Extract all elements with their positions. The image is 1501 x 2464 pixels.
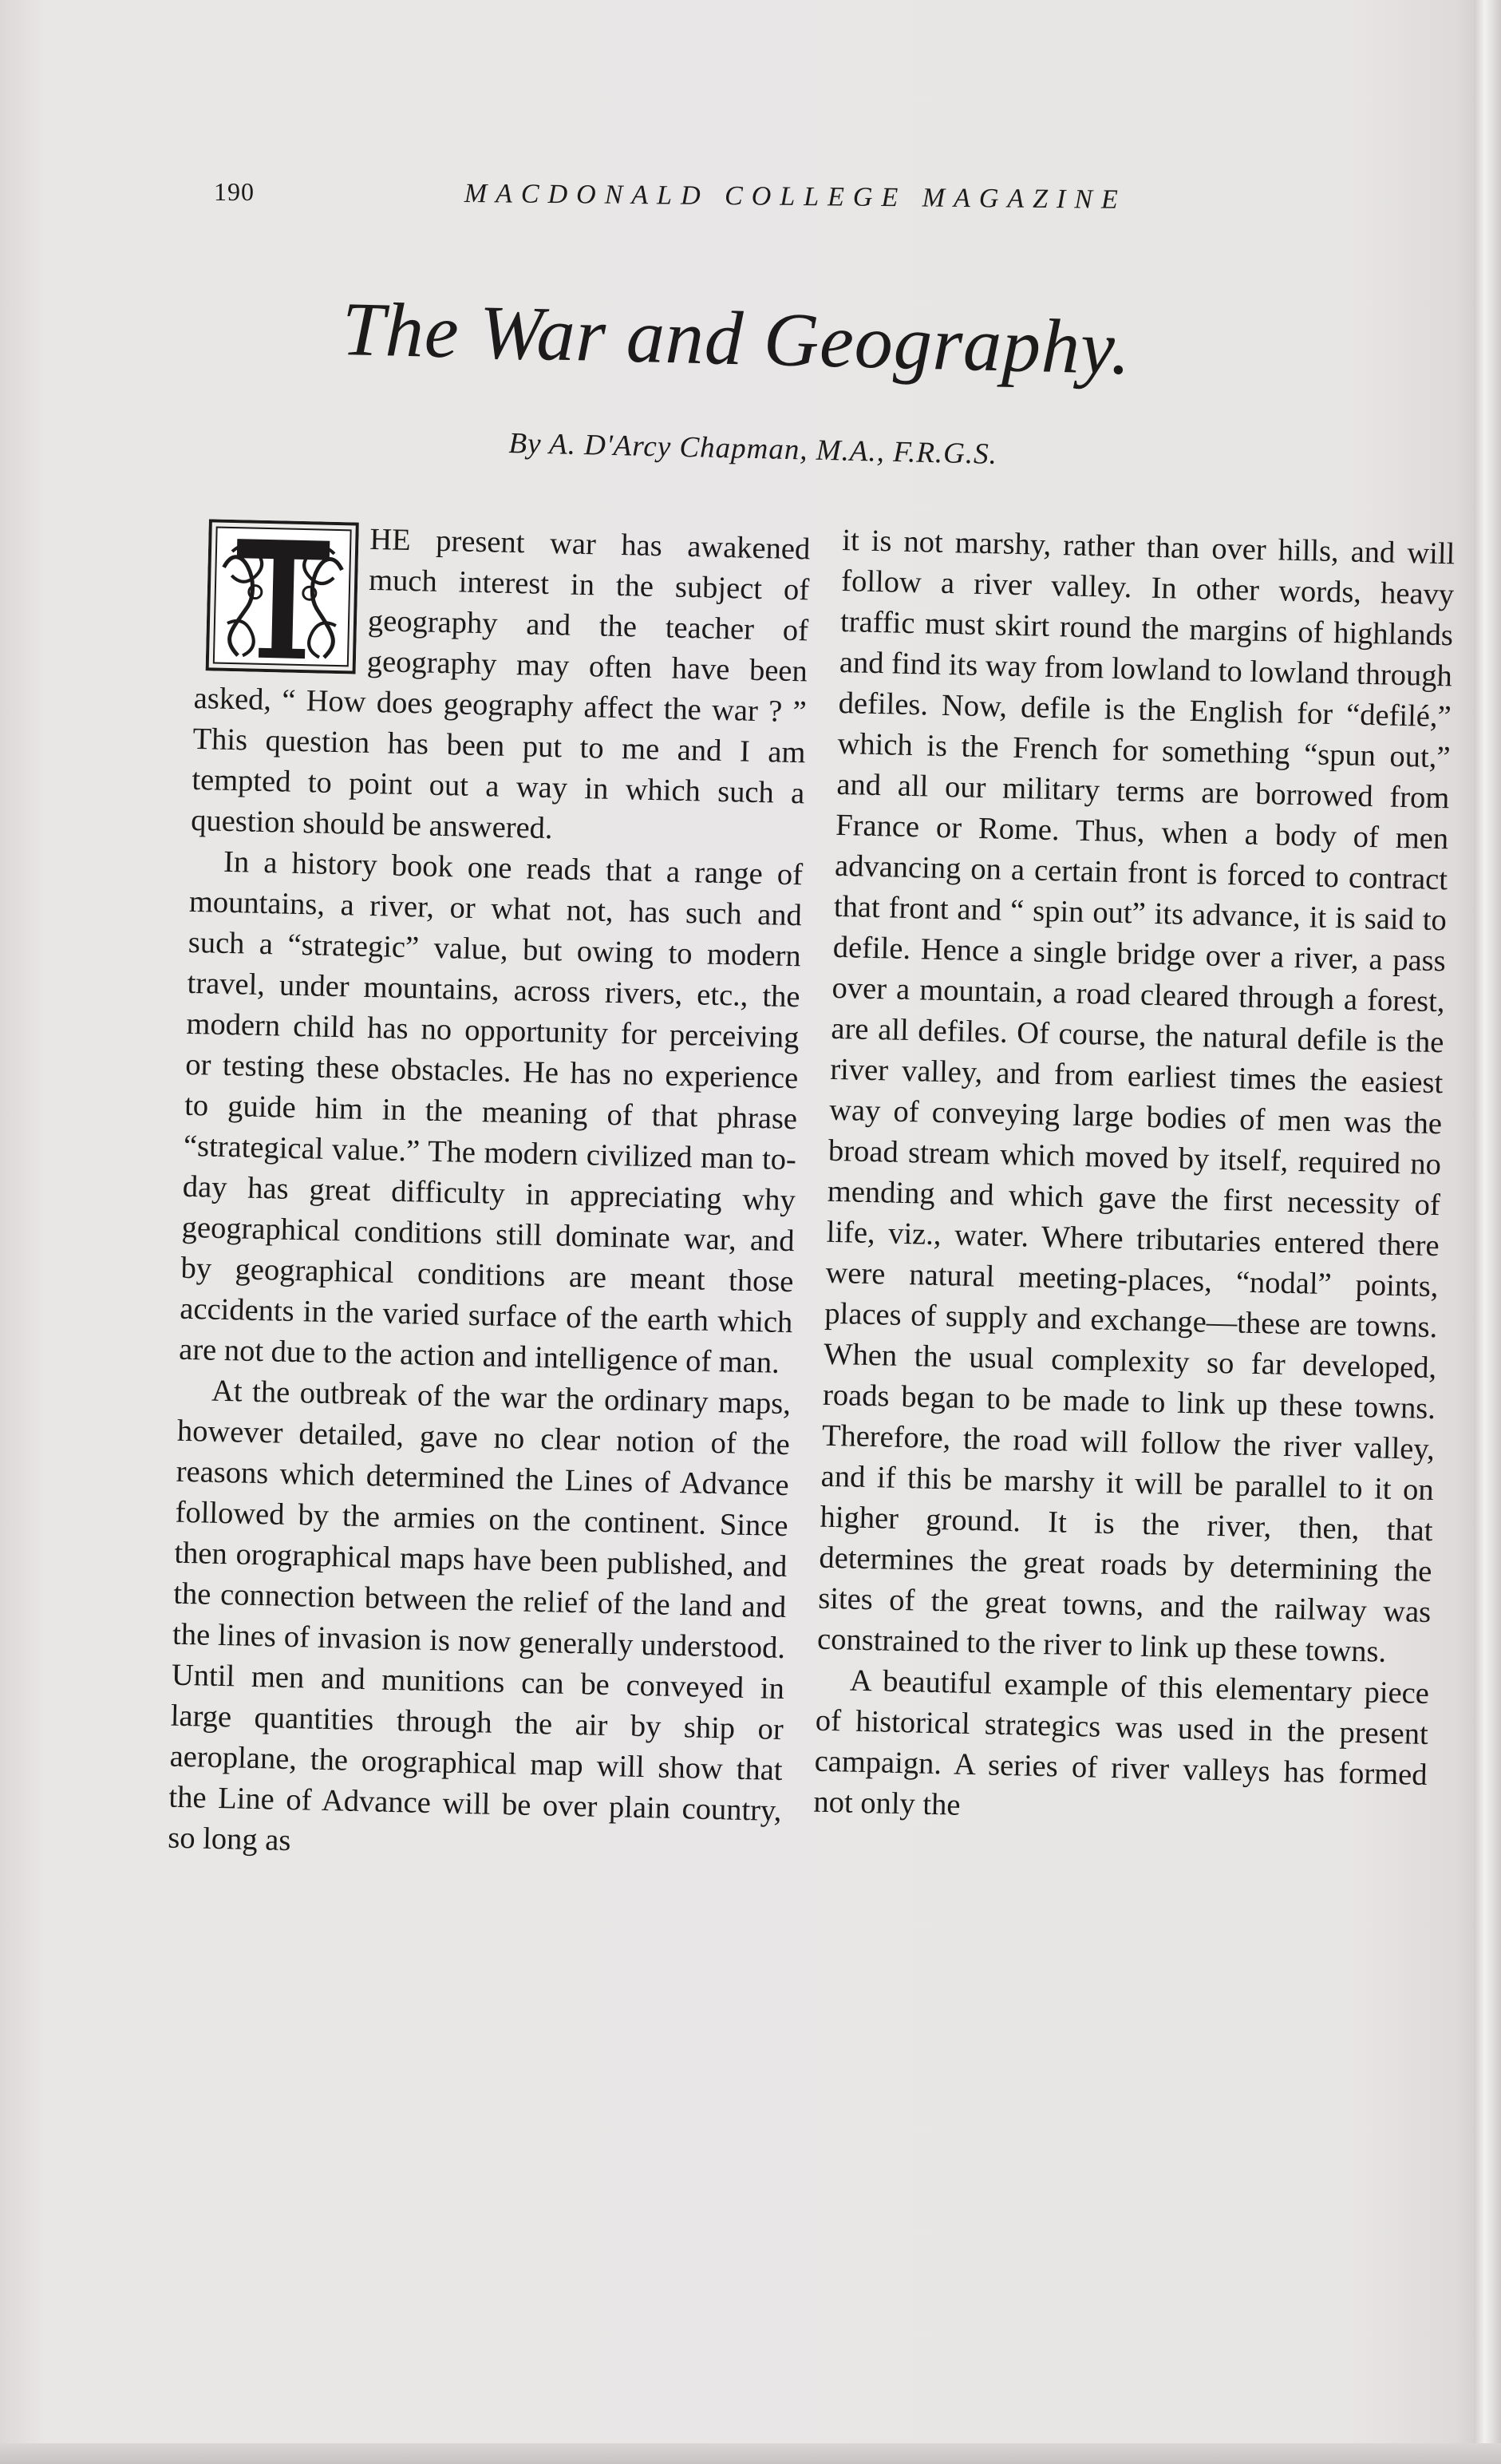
- paragraph-2: In a history book one reads that a range of mountains, a river, or what not, has such and such a “strategic” value, but owing to modern travel, under mountains, across rivers, etc., the modern child has no opportunity for perceiving or testing these obstacles. He has no experience to guide him in the meaning of that phrase “strategical value.” The modern civilized man to-day has great difficulty in appreciating why geographical conditions still dominate war, and by geographical conditions are meant those accidents in the varied surface of the earth which are not due to the action and intelligence of man.: [178, 844, 804, 1380]
- ornamental-dropcap: [206, 519, 359, 674]
- article-title: The War and Geography.: [341, 285, 1132, 391]
- paragraph-1: HE present war has awakened much interest in the subject of geography and the teacher of geography may often have been asked, “ How does geography affect the war ? ” This question has been put to me and I am tempted to point out a way in which such a question should be answered.: [190, 522, 811, 846]
- page-number: 190: [214, 177, 255, 206]
- paragraph-3-continued: it is not marshy, rather than over hills, and will follow a river valley. In other words, heavy traffic must skirt round the margins of highlands and find its way from lowland to lowland through defiles. Now, defile is the English for “defilé,” which is the French for something “spun out,” and all our military terms are borrowed from France or Rome. Thus, when a body of men advancing on a certain front is forced to contract that front and “ spin out” its advance, it is said to defile. Hence a single bridge over a river, a pass over a mountain, a road cleared through a forest, are all defiles. Of course, the natural defile is the river valley, and from earliest times the easiest way of conveying large bodies of men was the broad stream which moved by itself, required no mending and which gave the first necessity of life, viz., water. Where tributaries entered there were natural meeting-places, “nodal” points, places of supply and exchange—these are towns. When the usual complexity so far developed, roads began to be made to link up these towns. Therefore, the road will follow the river valley, and if this be marshy it will be parallel to it on higher ground. It is the river, then, that determines the great roads by determining the sites of the great towns, and the railway was constrained to the river to link up these towns.: [816, 523, 1456, 1669]
- page-edge-bottom: [0, 2443, 1501, 2464]
- dropcap-ornament-icon: [206, 519, 359, 674]
- left-column: [160, 516, 810, 2165]
- page-edge-right: [1474, 0, 1501, 2464]
- article-byline: By A. D'Arcy Chapman, M.A., F.R.G.S.: [508, 426, 998, 471]
- paragraph-3: At the outbreak of the war the ordinary maps, however detailed, gave no clear notion of the reasons which determined the Lines of Advance followed by the armies on the continent. Since then orographical maps have been published, and the connection between the relief of the land and the lines of invasion is now generally understood. Until men and munitions can be conveyed in large quantities through the air by ship or aeroplane, the orographical map will show that the Line of Advance will be over plain country, so long as: [167, 1374, 792, 1858]
- running-head: MACDONALD COLLEGE MAGAZINE: [464, 179, 1127, 215]
- paragraph-4: A beautiful example of this elementary piece of historical strategics was used in the present campaign. A series of river valleys has formed not only the: [813, 1663, 1430, 1822]
- right-column: [805, 520, 1455, 2170]
